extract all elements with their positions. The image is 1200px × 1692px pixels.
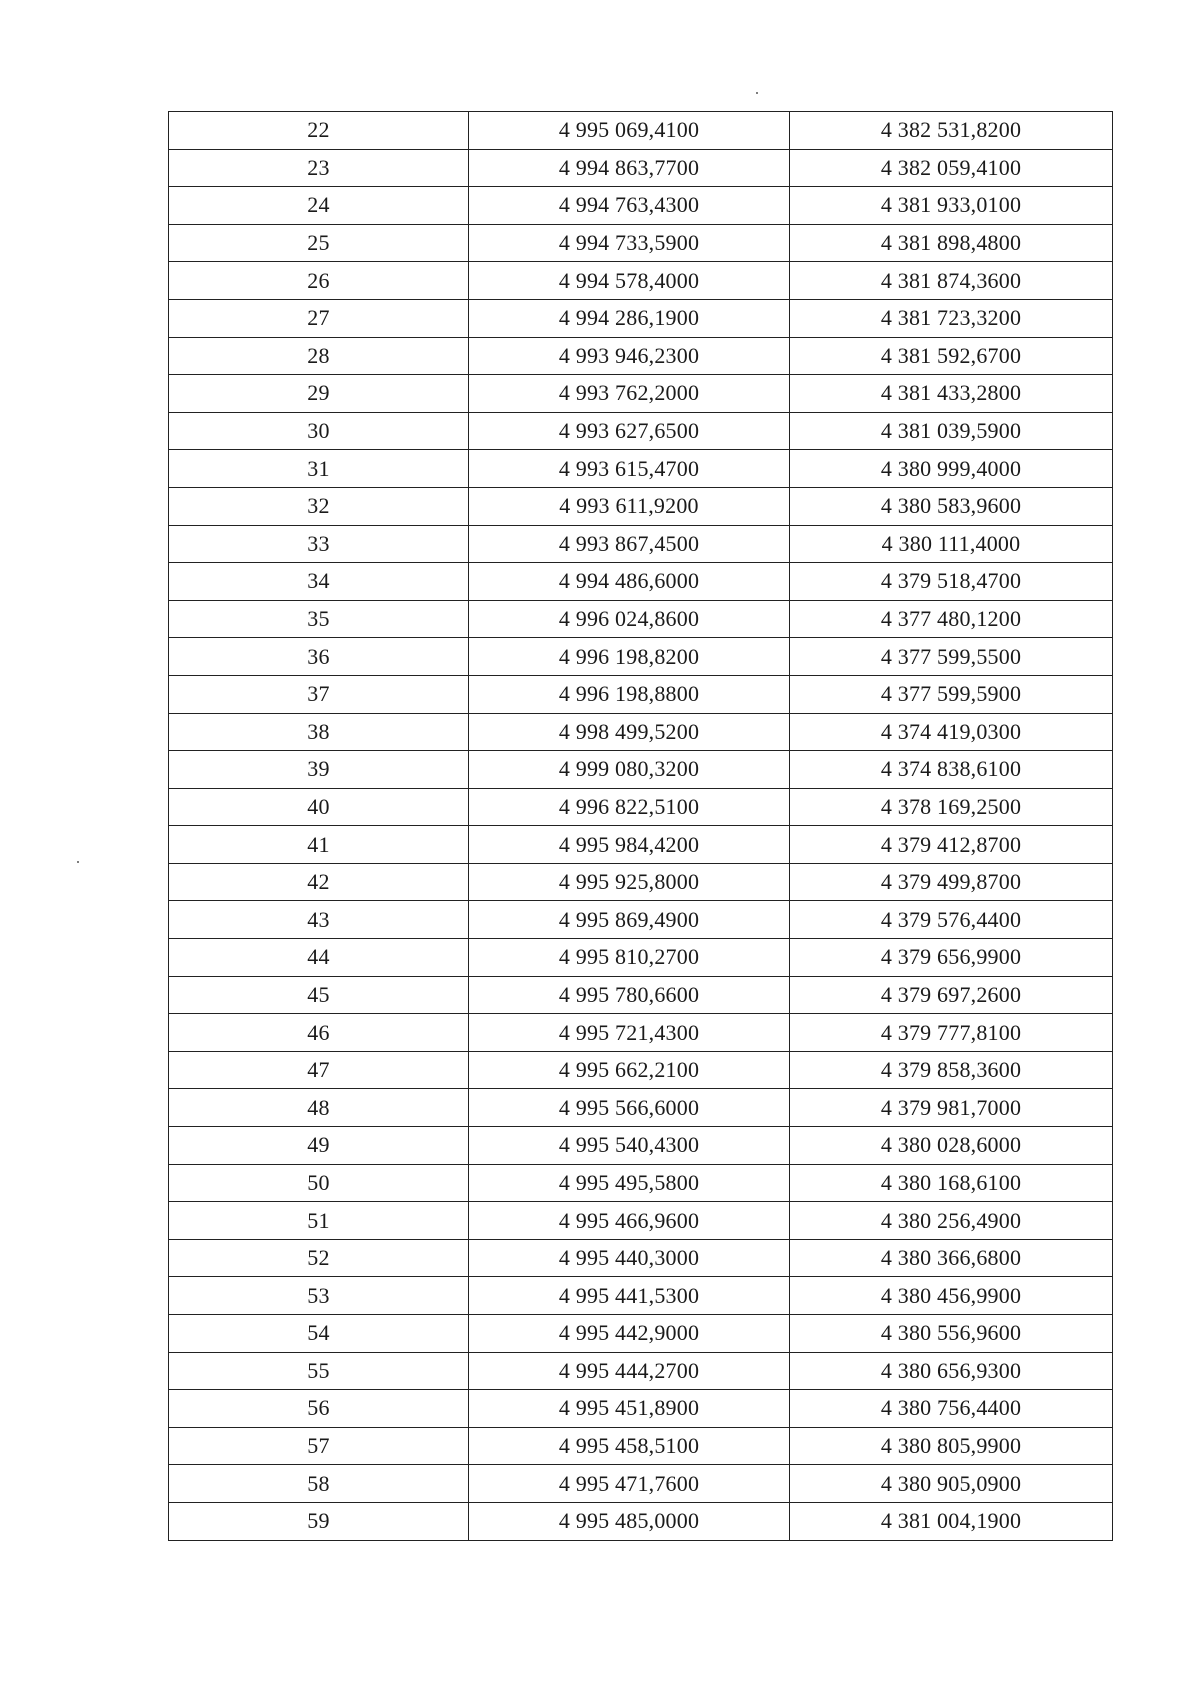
point-number-cell: 22 xyxy=(169,112,469,150)
y-coordinate-cell: 4 380 256,4900 xyxy=(790,1202,1113,1240)
x-coordinate-cell: 4 995 721,4300 xyxy=(469,1014,790,1052)
point-number-cell: 24 xyxy=(169,187,469,225)
y-coordinate-cell: 4 381 004,1900 xyxy=(790,1502,1113,1540)
table-row xyxy=(169,1315,1113,1353)
table-row xyxy=(169,826,1113,864)
y-coordinate-cell: 4 381 592,6700 xyxy=(790,337,1113,375)
y-coordinate-cell: 4 379 981,7000 xyxy=(790,1089,1113,1127)
table-row xyxy=(169,1202,1113,1240)
point-number-cell: 48 xyxy=(169,1089,469,1127)
table-row xyxy=(169,187,1113,225)
point-number-cell: 56 xyxy=(169,1390,469,1428)
x-coordinate-cell: 4 995 441,5300 xyxy=(469,1277,790,1315)
x-coordinate-cell: 4 996 198,8200 xyxy=(469,638,790,676)
y-coordinate-cell: 4 380 756,4400 xyxy=(790,1390,1113,1428)
y-coordinate-cell: 4 380 028,6000 xyxy=(790,1127,1113,1165)
y-coordinate-cell: 4 381 933,0100 xyxy=(790,187,1113,225)
table-row xyxy=(169,713,1113,751)
x-coordinate-cell: 4 995 466,9600 xyxy=(469,1202,790,1240)
table-row xyxy=(169,675,1113,713)
y-coordinate-cell: 4 377 599,5500 xyxy=(790,638,1113,676)
point-number-cell: 26 xyxy=(169,262,469,300)
point-number-cell: 40 xyxy=(169,788,469,826)
point-number-cell: 36 xyxy=(169,638,469,676)
point-number-cell: 55 xyxy=(169,1352,469,1390)
table-row xyxy=(169,525,1113,563)
point-number-cell: 58 xyxy=(169,1465,469,1503)
x-coordinate-cell: 4 999 080,3200 xyxy=(469,751,790,789)
x-coordinate-cell: 4 994 733,5900 xyxy=(469,224,790,262)
y-coordinate-cell: 4 379 576,4400 xyxy=(790,901,1113,939)
table-row xyxy=(169,976,1113,1014)
x-coordinate-cell: 4 995 451,8900 xyxy=(469,1390,790,1428)
coordinates-table-body xyxy=(169,112,1113,1541)
point-number-cell: 51 xyxy=(169,1202,469,1240)
x-coordinate-cell: 4 993 867,4500 xyxy=(469,525,790,563)
point-number-cell: 41 xyxy=(169,826,469,864)
y-coordinate-cell: 4 380 556,9600 xyxy=(790,1315,1113,1353)
x-coordinate-cell: 4 995 780,6600 xyxy=(469,976,790,1014)
x-coordinate-cell: 4 993 615,4700 xyxy=(469,450,790,488)
table-row xyxy=(169,224,1113,262)
table-row xyxy=(169,1277,1113,1315)
x-coordinate-cell: 4 995 925,8000 xyxy=(469,863,790,901)
table-row xyxy=(169,1051,1113,1089)
point-number-cell: 25 xyxy=(169,224,469,262)
table-row xyxy=(169,1390,1113,1428)
y-coordinate-cell: 4 379 858,3600 xyxy=(790,1051,1113,1089)
y-coordinate-cell: 4 381 723,3200 xyxy=(790,299,1113,337)
point-number-cell: 31 xyxy=(169,450,469,488)
y-coordinate-cell: 4 381 433,2800 xyxy=(790,375,1113,413)
point-number-cell: 45 xyxy=(169,976,469,1014)
x-coordinate-cell: 4 995 069,4100 xyxy=(469,112,790,150)
point-number-cell: 50 xyxy=(169,1164,469,1202)
x-coordinate-cell: 4 996 198,8800 xyxy=(469,675,790,713)
table-row xyxy=(169,1352,1113,1390)
x-coordinate-cell: 4 996 024,8600 xyxy=(469,600,790,638)
x-coordinate-cell: 4 995 458,5100 xyxy=(469,1427,790,1465)
point-number-cell: 37 xyxy=(169,675,469,713)
point-number-cell: 34 xyxy=(169,563,469,601)
y-coordinate-cell: 4 380 168,6100 xyxy=(790,1164,1113,1202)
table-row xyxy=(169,1427,1113,1465)
point-number-cell: 43 xyxy=(169,901,469,939)
y-coordinate-cell: 4 377 480,1200 xyxy=(790,600,1113,638)
point-number-cell: 59 xyxy=(169,1502,469,1540)
x-coordinate-cell: 4 993 762,2000 xyxy=(469,375,790,413)
point-number-cell: 33 xyxy=(169,525,469,563)
table-row xyxy=(169,863,1113,901)
table-row xyxy=(169,638,1113,676)
x-coordinate-cell: 4 994 286,1900 xyxy=(469,299,790,337)
y-coordinate-cell: 4 374 419,0300 xyxy=(790,713,1113,751)
table-row xyxy=(169,262,1113,300)
y-coordinate-cell: 4 380 805,9900 xyxy=(790,1427,1113,1465)
x-coordinate-cell: 4 995 540,4300 xyxy=(469,1127,790,1165)
point-number-cell: 52 xyxy=(169,1239,469,1277)
y-coordinate-cell: 4 380 905,0900 xyxy=(790,1465,1113,1503)
point-number-cell: 27 xyxy=(169,299,469,337)
x-coordinate-cell: 4 993 627,6500 xyxy=(469,412,790,450)
x-coordinate-cell: 4 995 440,3000 xyxy=(469,1239,790,1277)
x-coordinate-cell: 4 998 499,5200 xyxy=(469,713,790,751)
point-number-cell: 49 xyxy=(169,1127,469,1165)
x-coordinate-cell: 4 995 810,2700 xyxy=(469,939,790,977)
y-coordinate-cell: 4 379 697,2600 xyxy=(790,976,1113,1014)
table-row xyxy=(169,788,1113,826)
table-row xyxy=(169,1127,1113,1165)
point-number-cell: 30 xyxy=(169,412,469,450)
y-coordinate-cell: 4 380 366,6800 xyxy=(790,1239,1113,1277)
point-number-cell: 23 xyxy=(169,149,469,187)
table-row xyxy=(169,1239,1113,1277)
table-row xyxy=(169,1164,1113,1202)
table-row xyxy=(169,112,1113,150)
table-row xyxy=(169,375,1113,413)
y-coordinate-cell: 4 381 898,4800 xyxy=(790,224,1113,262)
x-coordinate-cell: 4 994 763,4300 xyxy=(469,187,790,225)
y-coordinate-cell: 4 381 039,5900 xyxy=(790,412,1113,450)
y-coordinate-cell: 4 379 518,4700 xyxy=(790,563,1113,601)
x-coordinate-cell: 4 995 442,9000 xyxy=(469,1315,790,1353)
point-number-cell: 35 xyxy=(169,600,469,638)
y-coordinate-cell: 4 380 999,4000 xyxy=(790,450,1113,488)
point-number-cell: 57 xyxy=(169,1427,469,1465)
table-row xyxy=(169,1465,1113,1503)
table-row xyxy=(169,412,1113,450)
point-number-cell: 44 xyxy=(169,939,469,977)
x-coordinate-cell: 4 994 863,7700 xyxy=(469,149,790,187)
table-row xyxy=(169,450,1113,488)
x-coordinate-cell: 4 995 485,0000 xyxy=(469,1502,790,1540)
point-number-cell: 42 xyxy=(169,863,469,901)
y-coordinate-cell: 4 379 777,8100 xyxy=(790,1014,1113,1052)
x-coordinate-cell: 4 995 495,5800 xyxy=(469,1164,790,1202)
point-number-cell: 46 xyxy=(169,1014,469,1052)
scan-speck xyxy=(77,861,79,863)
point-number-cell: 54 xyxy=(169,1315,469,1353)
x-coordinate-cell: 4 995 566,6000 xyxy=(469,1089,790,1127)
y-coordinate-cell: 4 380 456,9900 xyxy=(790,1277,1113,1315)
table-row xyxy=(169,939,1113,977)
table-row xyxy=(169,1502,1113,1540)
table-row xyxy=(169,600,1113,638)
x-coordinate-cell: 4 994 486,6000 xyxy=(469,563,790,601)
x-coordinate-cell: 4 995 984,4200 xyxy=(469,826,790,864)
y-coordinate-cell: 4 378 169,2500 xyxy=(790,788,1113,826)
x-coordinate-cell: 4 995 869,4900 xyxy=(469,901,790,939)
point-number-cell: 32 xyxy=(169,487,469,525)
table-row xyxy=(169,149,1113,187)
point-number-cell: 53 xyxy=(169,1277,469,1315)
y-coordinate-cell: 4 374 838,6100 xyxy=(790,751,1113,789)
point-number-cell: 38 xyxy=(169,713,469,751)
table-row xyxy=(169,563,1113,601)
y-coordinate-cell: 4 377 599,5900 xyxy=(790,675,1113,713)
x-coordinate-cell: 4 996 822,5100 xyxy=(469,788,790,826)
y-coordinate-cell: 4 379 499,8700 xyxy=(790,863,1113,901)
coordinates-table xyxy=(168,111,1113,1541)
y-coordinate-cell: 4 382 531,8200 xyxy=(790,112,1113,150)
table-row xyxy=(169,1089,1113,1127)
x-coordinate-cell: 4 995 662,2100 xyxy=(469,1051,790,1089)
table-row xyxy=(169,337,1113,375)
x-coordinate-cell: 4 995 471,7600 xyxy=(469,1465,790,1503)
y-coordinate-cell: 4 382 059,4100 xyxy=(790,149,1113,187)
point-number-cell: 29 xyxy=(169,375,469,413)
table-row xyxy=(169,901,1113,939)
table-row xyxy=(169,299,1113,337)
y-coordinate-cell: 4 380 111,4000 xyxy=(790,525,1113,563)
x-coordinate-cell: 4 993 946,2300 xyxy=(469,337,790,375)
x-coordinate-cell: 4 994 578,4000 xyxy=(469,262,790,300)
point-number-cell: 39 xyxy=(169,751,469,789)
y-coordinate-cell: 4 380 583,9600 xyxy=(790,487,1113,525)
table-row xyxy=(169,751,1113,789)
x-coordinate-cell: 4 995 444,2700 xyxy=(469,1352,790,1390)
y-coordinate-cell: 4 379 412,8700 xyxy=(790,826,1113,864)
scan-speck xyxy=(756,92,758,94)
point-number-cell: 47 xyxy=(169,1051,469,1089)
y-coordinate-cell: 4 381 874,3600 xyxy=(790,262,1113,300)
table-row xyxy=(169,1014,1113,1052)
y-coordinate-cell: 4 379 656,9900 xyxy=(790,939,1113,977)
y-coordinate-cell: 4 380 656,9300 xyxy=(790,1352,1113,1390)
table-row xyxy=(169,487,1113,525)
x-coordinate-cell: 4 993 611,9200 xyxy=(469,487,790,525)
point-number-cell: 28 xyxy=(169,337,469,375)
